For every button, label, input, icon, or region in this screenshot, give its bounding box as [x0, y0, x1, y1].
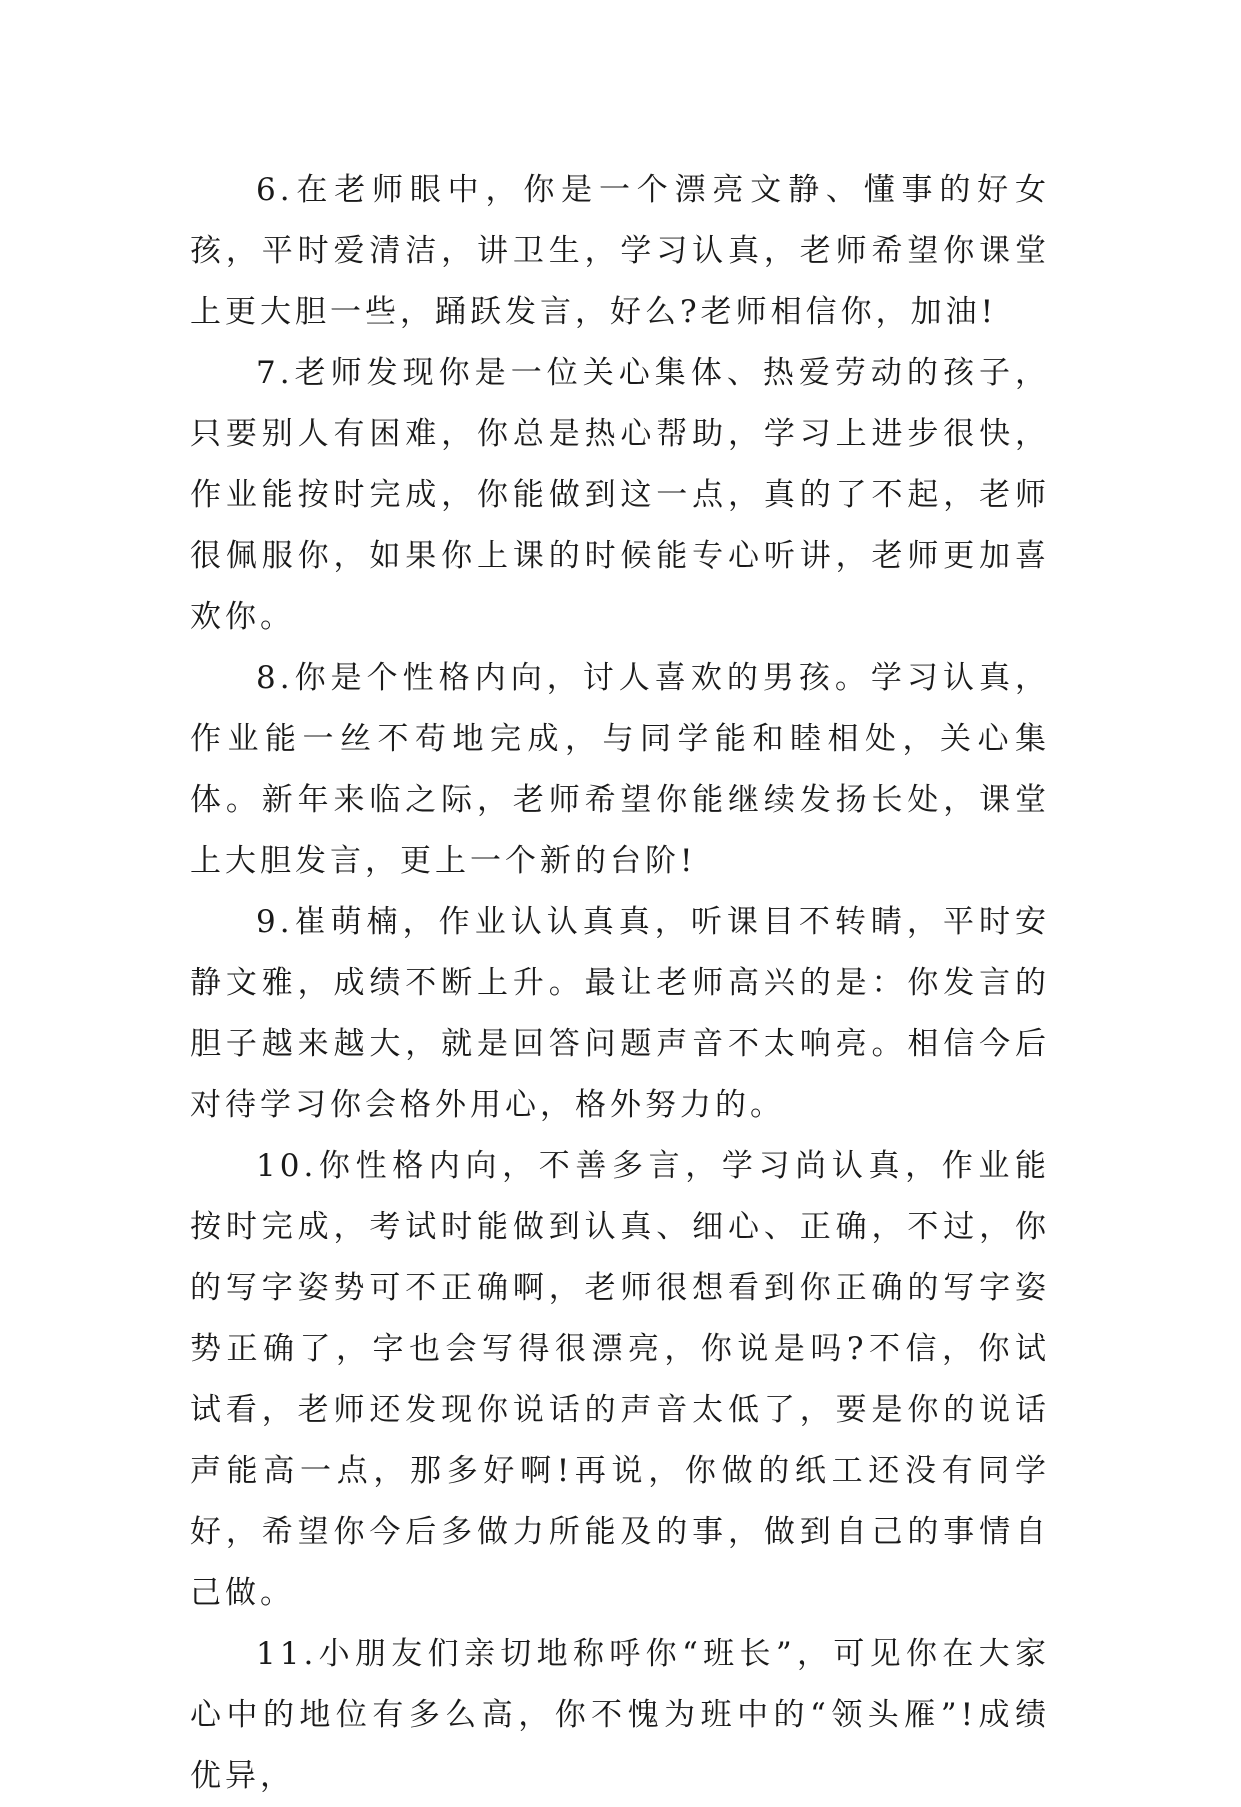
paragraph-8: 8.你是个性格内向，讨人喜欢的男孩。学习认真，作业能一丝不苟地完成，与同学能和睦相处，关心集体。新年来临之际，老师希望你能继续发扬长处，课堂上大胆发言，更上一个新的台阶!	[190, 660, 1050, 879]
document-body	[190, 160, 1050, 1807]
paragraph-10: 10.你性格内向，不善多言，学习尚认真，作业能按时完成，考试时能做到认真、细心、正确，不过，你的写字姿势可不正确啊，老师很想看到你正确的写字姿势正确了，字也会写得很漂亮，你说是吗?不信，你试试看，老师还发现你说话的声音太低了，要是你的说话声能高一点，那多好啊!再说，你做的纸工还没有同学好，希望你今后多做力所能及的事，做到自己的事情自己做。	[190, 1148, 1050, 1611]
paragraph-7: 7.老师发现你是一位关心集体、热爱劳动的孩子，只要别人有困难，你总是热心帮助，学习上进步很快，作业能按时完成，你能做到这一点，真的了不起，老师很佩服你，如果你上课的时候能专心听讲，老师更加喜欢你。	[190, 355, 1050, 635]
paragraph-9: 9.崔萌楠，作业认认真真，听课目不转睛，平时安静文雅，成绩不断上升。最让老师高兴的是：你发言的胆子越来越大，就是回答问题声音不太响亮。相信今后对待学习你会格外用心，格外努力的。	[190, 904, 1050, 1123]
paragraph-6: 6.在老师眼中，你是一个漂亮文静、懂事的好女孩，平时爱清洁，讲卫生，学习认真，老师希望你课堂上更大胆一些，踊跃发言，好么?老师相信你，加油!	[190, 172, 1050, 330]
paragraph-11: 11.小朋友们亲切地称呼你“班长”，可见你在大家心中的地位有多么高，你不愧为班中的“领头雁”!成绩优异，	[190, 1636, 1050, 1794]
